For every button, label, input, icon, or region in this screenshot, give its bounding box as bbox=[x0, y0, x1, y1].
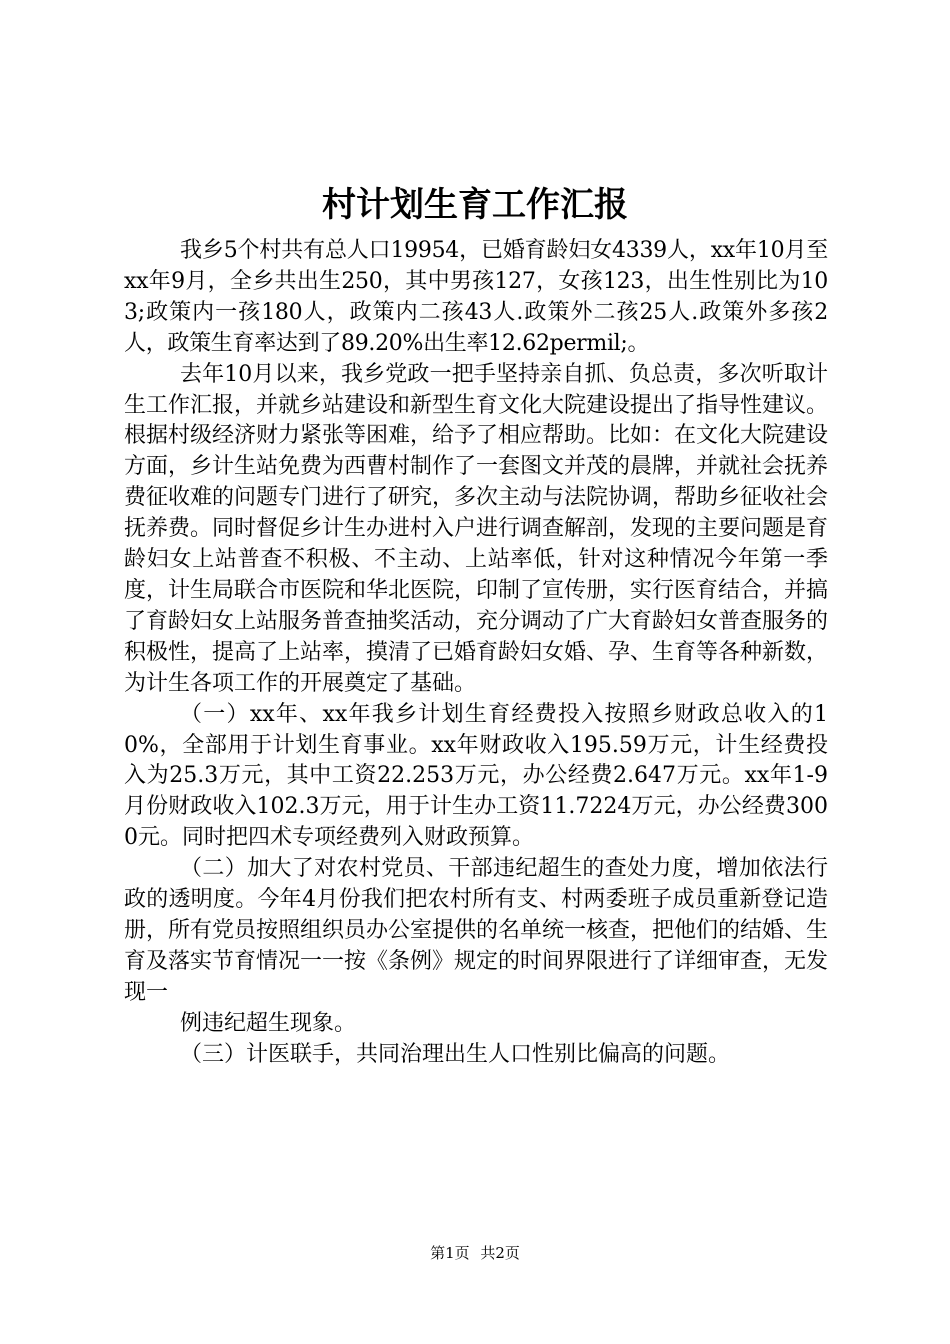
document-body bbox=[124, 236, 828, 1070]
page-total: 共2页 bbox=[480, 1244, 520, 1262]
paragraph-section-three: （三）计医联手，共同治理出生人口性别比偏高的问题。 bbox=[180, 1041, 731, 1067]
paragraph-section-two: （二）加大了对农村党员、干部违纪超生的查处力度，增加依法行政的透明度。今年4月份我们把农村所有支、村两委班子成员重新登记造册，所有党员按照组织员办公室提供的名单统一核查，把他们的结婚、生育及落实节育情况一一按《条例》规定的时间界限进行了详细审查，无发现一 bbox=[124, 856, 829, 1005]
page-number: 第1页 bbox=[430, 1244, 470, 1262]
paragraph-leadership: 去年10月以来，我乡党政一把手坚持亲自抓、负总责，多次听取计生工作汇报，并就乡站建设和新型生育文化大院建设提出了指导性建议。根据村级经济财力紧张等困难，给予了相应帮助。比如：在文化大院建设方面，乡计生站免费为西曹村制作了一套图文并茂的晨牌，并就社会抚养费征收难的问题专门进行了研究，多次主动与法院协调，帮助乡征收社会抚养费。同时督促乡计生办进村入户进行调查解剖，发现的主要问题是育龄妇女上站普查不积极、不主动、上站率低，针对这种情况今年第一季度，计生局联合市医院和华北医院，印制了宣传册，实行医育结合，并搞了育龄妇女上站服务普查抽奖活动，充分调动了广大育龄妇女普查服务的积极性，提高了上站率，摸清了已婚育龄妇女婚、孕、生育等各种新数，为计生各项工作的开展奠定了基础。 bbox=[124, 361, 829, 696]
paragraph-section-two-continuation: 例违纪超生现象。 bbox=[180, 1010, 357, 1036]
paragraph-population-stats: 我乡5个村共有总人口19954，已婚育龄妇女4339人，xx年10月至xx年9月，全乡共出生250，其中男孩127，女孩123，出生性别比为103;政策内一孩180人，政策内二孩43人.政策外二孩25人.政策外多孩2人，政策生育率达到了89.20%出生率12.62permil;。 bbox=[124, 238, 829, 356]
document-title: 村计划生育工作汇报 bbox=[322, 185, 628, 225]
page-footer bbox=[0, 1243, 950, 1263]
paragraph-section-one: （一）xx年、xx年我乡计划生育经费投入按照乡财政总收入的10%，全部用于计划生育事业。xx年财政收入195.59万元，计生经费投入为25.3万元，其中工资22.253万元，办公经费2.647万元。xx年1-9月份财政收入102.3万元，用于计生办工资11.7224万元，办公经费3000元。同时把四术专项经费列入财政预算。 bbox=[124, 701, 828, 851]
